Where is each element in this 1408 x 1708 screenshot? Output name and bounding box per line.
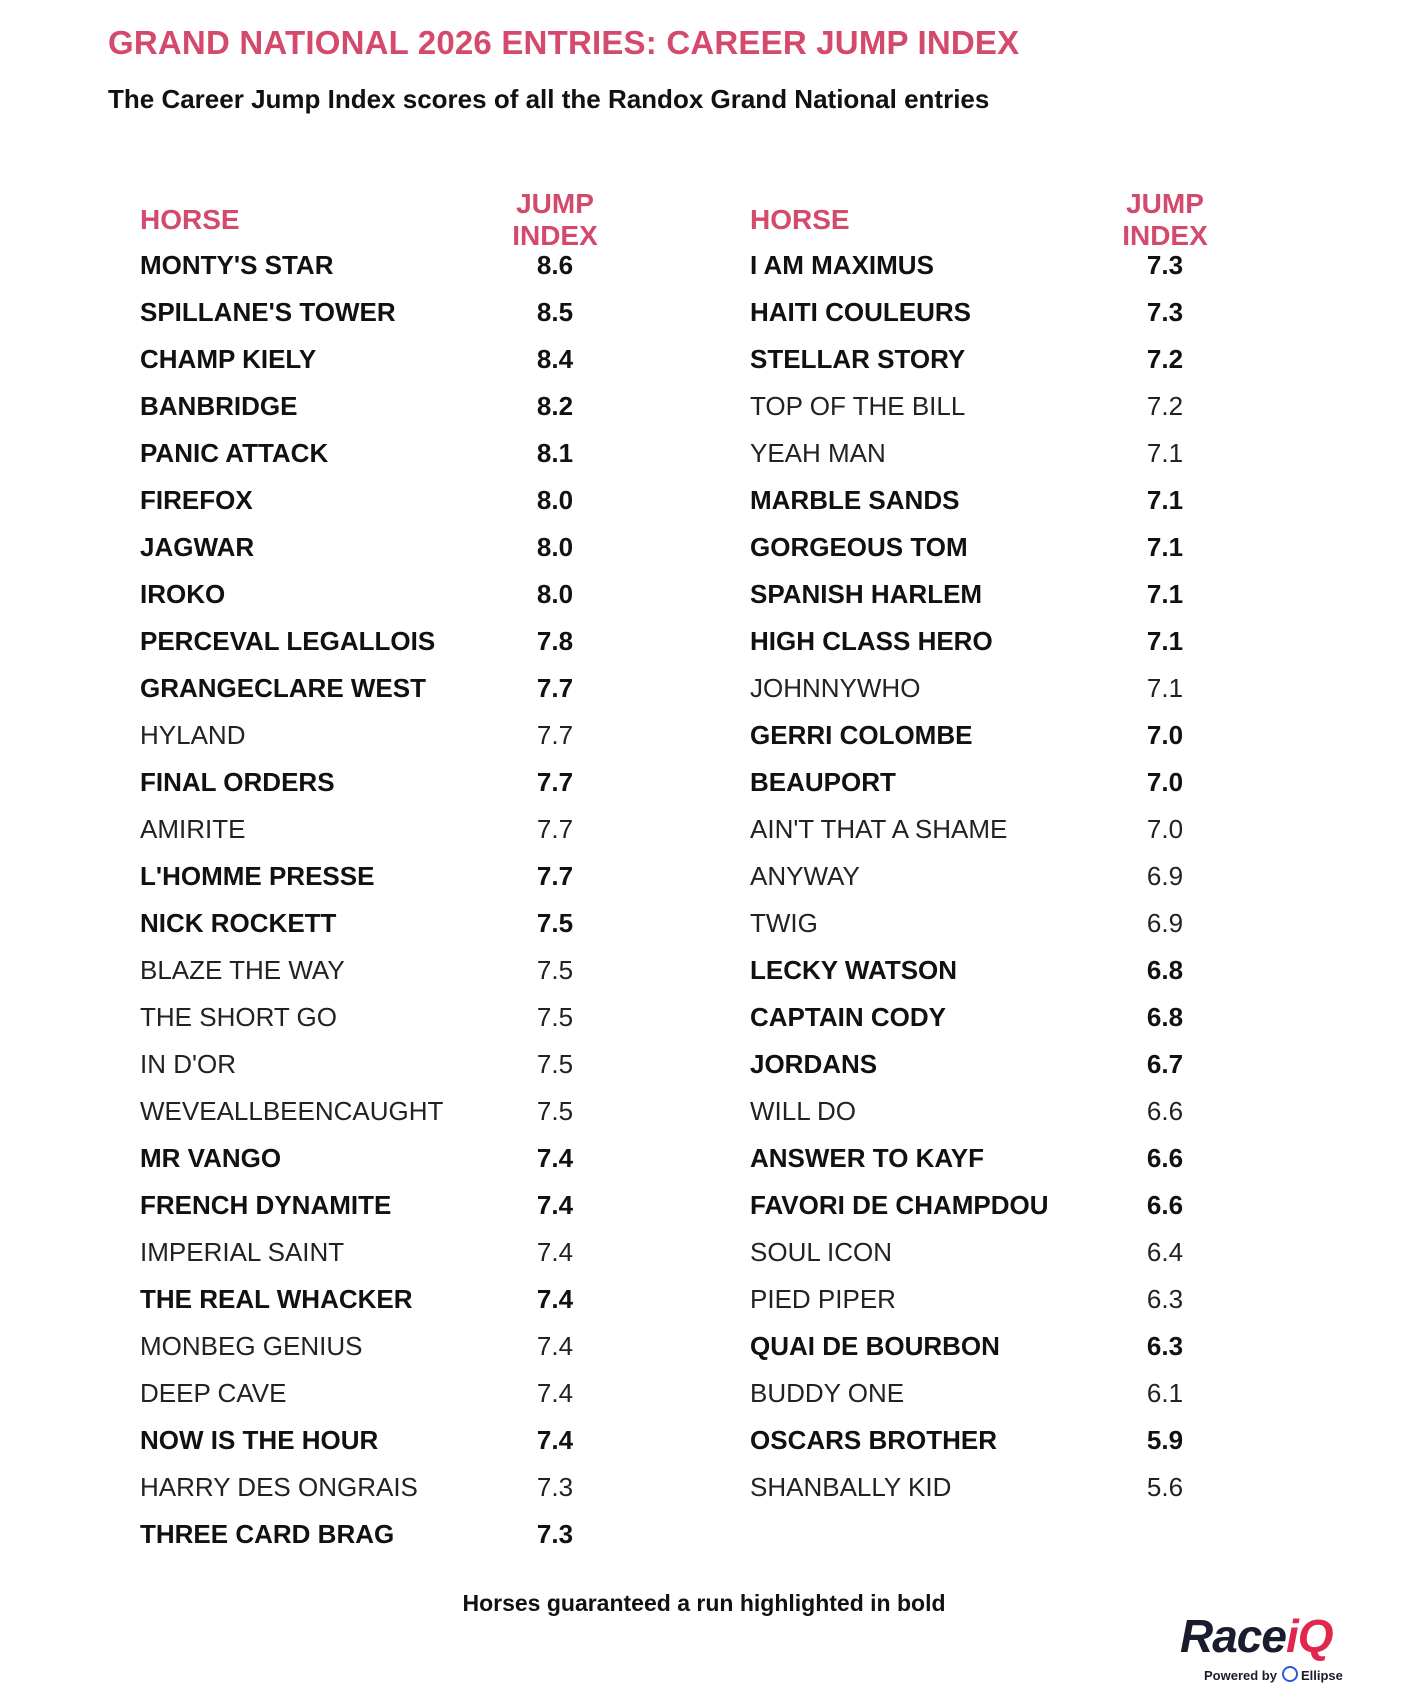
table-row — [140, 994, 700, 1041]
jump-index-value: 7.2 — [1146, 391, 1184, 421]
jump-index-value: 6.8 — [1146, 955, 1184, 985]
horse-name: AMIRITE — [140, 814, 246, 844]
jump-index-value: 7.1 — [1146, 485, 1184, 515]
jump-index-value: 8.4 — [536, 344, 574, 374]
jump-index-value: 7.4 — [536, 1143, 574, 1173]
horse-name: IN D'OR — [140, 1049, 236, 1079]
horse-name: BUDDY ONE — [750, 1378, 905, 1408]
jump-index-value: 7.3 — [1146, 250, 1184, 280]
right-table-body — [750, 242, 1310, 1511]
jump-index-value: 7.7 — [536, 673, 574, 703]
horse-name: GORGEOUS TOM — [750, 532, 968, 562]
table-row — [140, 1276, 700, 1323]
table-row — [140, 1370, 700, 1417]
jump-index-value: 7.1 — [1146, 626, 1184, 656]
horse-name: BANBRIDGE — [140, 391, 298, 421]
jump-index-value: 7.1 — [1146, 438, 1184, 468]
logo-wordmark — [1180, 1612, 1360, 1660]
horse-name: THE REAL WHACKER — [140, 1284, 413, 1314]
page-title: GRAND NATIONAL 2026 ENTRIES: CAREER JUMP INDEX — [108, 24, 1020, 61]
right-table-header — [750, 188, 1310, 251]
horse-name: BEAUPORT — [750, 767, 896, 797]
jump-index-value: 7.4 — [536, 1425, 574, 1455]
table-row — [140, 1135, 700, 1182]
jump-index-value: 6.7 — [1146, 1049, 1184, 1079]
horse-name: WILL DO — [750, 1096, 856, 1126]
jump-index-value: 7.4 — [536, 1237, 574, 1267]
page-subtitle: The Career Jump Index scores of all the Randox Grand National entries — [108, 84, 990, 114]
jump-index-value: 7.5 — [536, 955, 574, 985]
jump-index-value: 7.5 — [536, 1096, 574, 1126]
jump-index-value: 6.8 — [1146, 1002, 1184, 1032]
left-table-header — [140, 188, 700, 251]
logo-brand-main: Race — [1180, 1610, 1286, 1662]
horse-name: TOP OF THE BILL — [750, 391, 966, 421]
horse-name: NOW IS THE HOUR — [140, 1425, 379, 1455]
jump-index-value: 7.4 — [536, 1331, 574, 1361]
table-row — [140, 1182, 700, 1229]
horse-name: WEVEALLBEENCAUGHT — [140, 1096, 444, 1126]
jump-index-value: 7.7 — [536, 861, 574, 891]
jump-index-value: 7.7 — [536, 767, 574, 797]
horse-name: CAPTAIN CODY — [750, 1002, 946, 1032]
table-row — [140, 242, 700, 289]
jump-index-value: 7.3 — [536, 1519, 574, 1549]
horse-name: ANYWAY — [750, 861, 860, 891]
jump-index-value: 7.1 — [1146, 579, 1184, 609]
powered-by-line — [1180, 1666, 1360, 1683]
horse-name: STELLAR STORY — [750, 344, 966, 374]
table-row — [750, 759, 1310, 806]
table-row — [750, 242, 1310, 289]
logo-brand-accent: iQ — [1285, 1610, 1333, 1662]
jump-index-value: 6.1 — [1146, 1378, 1184, 1408]
horse-name: SHANBALLY KID — [750, 1472, 952, 1502]
table-row — [140, 1464, 700, 1511]
horse-name: HAITI COULEURS — [750, 297, 971, 327]
horse-name: HYLAND — [140, 720, 246, 750]
jump-index-value: 6.4 — [1146, 1237, 1184, 1267]
jump-index-value: 7.2 — [1146, 344, 1184, 374]
jump-index-value: 6.6 — [1146, 1143, 1184, 1173]
table-row — [750, 712, 1310, 759]
horse-name: IMPERIAL SAINT — [140, 1237, 345, 1267]
table-row — [140, 383, 700, 430]
horse-column-header: HORSE — [750, 204, 850, 235]
table-row — [140, 853, 700, 900]
table-row — [750, 430, 1310, 477]
jump-index-value: 8.0 — [536, 532, 574, 562]
jump-index-value: 8.5 — [536, 297, 574, 327]
horse-name: MONBEG GENIUS — [140, 1331, 363, 1361]
horse-name: JAGWAR — [140, 532, 255, 562]
powered-by-label: Powered by — [1204, 1668, 1277, 1683]
jump-index-value: 5.9 — [1146, 1425, 1184, 1455]
jump-index-value: 7.7 — [536, 814, 574, 844]
table-row — [140, 1088, 700, 1135]
jump-index-value: 7.1 — [1146, 532, 1184, 562]
jump-index-value: 8.0 — [536, 579, 574, 609]
table-row — [140, 571, 700, 618]
jump-index-column-header: JUMP INDEX — [512, 188, 598, 251]
table-row — [750, 289, 1310, 336]
table-row — [140, 1417, 700, 1464]
jump-index-value: 7.4 — [536, 1284, 574, 1314]
table-row — [750, 1041, 1310, 1088]
jump-index-value: 7.0 — [1146, 767, 1184, 797]
table-row — [750, 665, 1310, 712]
jump-index-value: 6.9 — [1146, 908, 1184, 938]
table-row — [140, 618, 700, 665]
horse-name: BLAZE THE WAY — [140, 955, 345, 985]
horse-name: FAVORI DE CHAMPDOU — [750, 1190, 1049, 1220]
table-row — [140, 712, 700, 759]
horse-name: OSCARS BROTHER — [750, 1425, 998, 1455]
horse-name: ANSWER TO KAYF — [750, 1143, 985, 1173]
jump-index-value: 6.6 — [1146, 1190, 1184, 1220]
horse-name: PANIC ATTACK — [140, 438, 329, 468]
jump-index-value: 8.0 — [536, 485, 574, 515]
table-row — [140, 665, 700, 712]
table-row — [140, 900, 700, 947]
table-row — [750, 571, 1310, 618]
table-row — [140, 1041, 700, 1088]
horse-name: HARRY DES ONGRAIS — [140, 1472, 418, 1502]
horse-name: I AM MAXIMUS — [750, 250, 934, 280]
horse-name: GRANGECLARE WEST — [140, 673, 426, 703]
horse-name: THE SHORT GO — [140, 1002, 337, 1032]
table-row — [140, 1229, 700, 1276]
table-row — [140, 1511, 700, 1558]
horse-name: PIED PIPER — [750, 1284, 896, 1314]
jump-index-value: 5.6 — [1146, 1472, 1184, 1502]
raceiq-logo — [1180, 1612, 1360, 1692]
horse-name: NICK ROCKETT — [140, 908, 337, 938]
table-row — [750, 1276, 1310, 1323]
jump-index-value: 6.3 — [1146, 1284, 1184, 1314]
table-row — [750, 1323, 1310, 1370]
table-row — [140, 1323, 700, 1370]
table-row — [750, 1417, 1310, 1464]
horse-name: CHAMP KIELY — [140, 344, 317, 374]
horse-name: MR VANGO — [140, 1143, 282, 1173]
horse-name: FIREFOX — [140, 485, 253, 515]
table-row — [750, 618, 1310, 665]
jump-index-value: 6.6 — [1146, 1096, 1184, 1126]
jump-index-value: 7.4 — [536, 1190, 574, 1220]
table-row — [140, 524, 700, 571]
jump-index-value: 7.5 — [536, 908, 574, 938]
left-table-body — [140, 242, 700, 1558]
jump-index-value: 7.3 — [536, 1472, 574, 1502]
left-table — [140, 188, 700, 1558]
right-table — [750, 188, 1310, 1511]
jump-index-value: 6.3 — [1146, 1331, 1184, 1361]
table-row — [750, 853, 1310, 900]
table-row — [140, 477, 700, 524]
horse-name: PERCEVAL LEGALLOIS — [140, 626, 436, 656]
table-row — [750, 1088, 1310, 1135]
jump-index-value: 7.4 — [536, 1378, 574, 1408]
jump-index-value: 7.5 — [536, 1049, 574, 1079]
horse-name: MONTY'S STAR — [140, 250, 334, 280]
table-row — [140, 336, 700, 383]
table-row — [140, 289, 700, 336]
table-row — [750, 477, 1310, 524]
horse-name: SPILLANE'S TOWER — [140, 297, 396, 327]
horse-name: FINAL ORDERS — [140, 767, 335, 797]
horse-name: MARBLE SANDS — [750, 485, 960, 515]
jump-index-value: 7.7 — [536, 720, 574, 750]
jump-index-value: 7.1 — [1146, 673, 1184, 703]
table-row — [140, 759, 700, 806]
table-row — [140, 430, 700, 477]
horse-name: JORDANS — [750, 1049, 878, 1079]
horse-name: JOHNNYWHO — [750, 673, 921, 703]
jump-index-value: 8.6 — [536, 250, 574, 280]
table-row — [750, 1229, 1310, 1276]
horse-name: QUAI DE BOURBON — [750, 1331, 1000, 1361]
jump-index-value: 7.8 — [536, 626, 574, 656]
table-row — [140, 947, 700, 994]
partner-name: Ellipse — [1300, 1668, 1343, 1683]
horse-name: LECKY WATSON — [750, 955, 958, 985]
jump-index-value: 7.5 — [536, 1002, 574, 1032]
horse-name: THREE CARD BRAG — [140, 1519, 395, 1549]
horse-name: SPANISH HARLEM — [750, 579, 983, 609]
table-row — [750, 1135, 1310, 1182]
jump-index-value: 6.9 — [1146, 861, 1184, 891]
horse-name: L'HOMME PRESSE — [140, 861, 375, 891]
table-row — [750, 336, 1310, 383]
horse-name: HIGH CLASS HERO — [750, 626, 993, 656]
table-row — [750, 900, 1310, 947]
table-row — [750, 1370, 1310, 1417]
horse-name: TWIG — [750, 908, 818, 938]
jump-index-value: 7.3 — [1146, 297, 1184, 327]
jump-index-value: 7.0 — [1146, 814, 1184, 844]
table-row — [750, 383, 1310, 430]
footnote: Horses guaranteed a run highlighted in bold — [462, 1590, 946, 1616]
table-row — [750, 524, 1310, 571]
table-row — [750, 806, 1310, 853]
horse-name: AIN'T THAT A SHAME — [750, 814, 1008, 844]
table-row — [750, 1182, 1310, 1229]
table-row — [140, 806, 700, 853]
table-row — [750, 947, 1310, 994]
horse-name: DEEP CAVE — [140, 1378, 287, 1408]
horse-name: FRENCH DYNAMITE — [140, 1190, 392, 1220]
horse-column-header: HORSE — [140, 204, 240, 235]
table-row — [750, 994, 1310, 1041]
jump-index-value: 8.1 — [536, 438, 574, 468]
horse-name: GERRI COLOMBE — [750, 720, 973, 750]
jump-index-value: 8.2 — [536, 391, 574, 421]
ellipse-logo-icon — [1282, 1666, 1298, 1682]
horse-name: IROKO — [140, 579, 226, 609]
jump-index-column-header: JUMP INDEX — [1122, 188, 1208, 251]
table-row — [750, 1464, 1310, 1511]
horse-name: YEAH MAN — [750, 438, 886, 468]
horse-name: SOUL ICON — [750, 1237, 893, 1267]
jump-index-value: 7.0 — [1146, 720, 1184, 750]
